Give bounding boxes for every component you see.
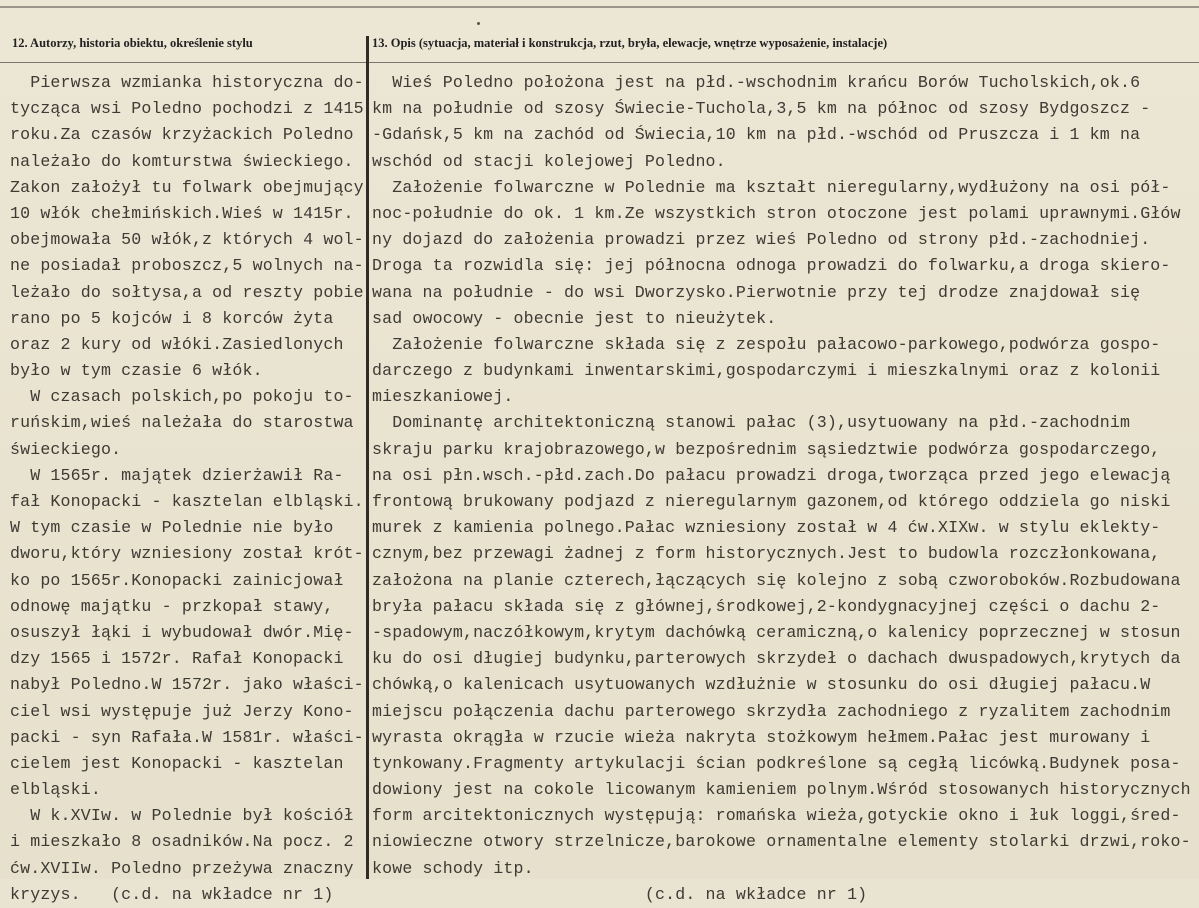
text-line: wyrasta okrągła w rzucie wieża nakryta stożkowym hełmem.Pałac jest murowany i	[372, 727, 1151, 747]
text-line: było w tym czasie 6 włók.	[10, 361, 263, 381]
text-line: packi - syn Rafała.W 1581r. właści-	[10, 727, 364, 747]
text-line: należało do komturstwa świeckiego.	[10, 151, 354, 171]
text-line: frontową brukowany podjazd z nieregularnym gazonem,od którego oddziela go niski	[372, 492, 1171, 511]
text-line: cznym,bez przewagi żadnej z form historycznych.Jest to budowla rozczłonkowana,	[372, 544, 1161, 564]
text-line: wana na południe - do wsi Dworzysko.Pierwotnie przy tej drodze znajdował się	[372, 282, 1141, 302]
description-text-column	[372, 70, 1190, 908]
section-13-header: 13. Opis (sytuacja, materiał i konstrukcja, rzut, bryła, elewacje, wnętrze wyposażenie, instalacje)	[372, 36, 888, 50]
text-line: wschód od stacji kolejowej Poledno.	[372, 151, 726, 171]
text-line: ku do osi długiej budynku,parterowych skrzydeł o dachach dwuspadowych,krytych da	[372, 649, 1181, 669]
text-line: obejmowała 50 włók,z których 4 wol-	[10, 230, 364, 250]
text-line: na osi płn.wsch.-płd.zach.Do pałacu prowadzi droga,tworząca przed jego elewacją	[372, 465, 1171, 485]
text-line: W k.XVIw. w Polednie był kościół	[10, 806, 354, 826]
text-line: Zakon założył tu folwark obejmujący	[10, 177, 364, 197]
text-line: Wieś Poledno położona jest na płd.-wschodnim krańcu Borów Tucholskich,ok.6	[372, 73, 1141, 92]
punch-dot	[477, 22, 480, 25]
text-line: dworu,który wzniesiony został krót-	[10, 544, 364, 564]
text-line: miejscu połączenia dachu parterowego skrzydła zachodniego z ryzalitem zachodnim	[372, 701, 1171, 721]
text-line: bryła pałacu składa się z głównej,środkowej,2-kondygnacyjnej części o dachu 2-	[372, 596, 1161, 616]
history-text-column	[10, 70, 362, 908]
text-line: dzy 1565 i 1572r. Rafał Konopacki	[10, 649, 344, 669]
text-line: W tym czasie w Polednie nie było	[10, 518, 334, 538]
text-line: Założenie folwarczne składa się z zespołu pałacowo-parkowego,podwórza gospo-	[372, 334, 1161, 354]
text-line: km na południe od szosy Świecie-Tuchola,3,5 km na północ od szosy Bydgoszcz -	[372, 99, 1151, 119]
text-line: noc-południe do ok. 1 km.Ze wszystkich stron otoczone jest polami uprawnymi.Głów	[372, 203, 1181, 223]
text-line: 10 włók chełmińskich.Wieś w 1415r.	[10, 203, 354, 223]
text-line: darczego z budynkami inwentarskimi,gospodarczymi i mieszkalnymi oraz z kolonii	[372, 361, 1161, 381]
text-line: elbląski.	[10, 780, 101, 800]
text-line: Pierwsza wzmianka historyczna do-	[10, 73, 364, 92]
text-line: murek z kamienia polnego.Pałac wzniesiony został w 4 ćw.XIXw. w stylu eklekty-	[372, 518, 1161, 538]
text-line: kryzys. (c.d. na wkładce nr 1)	[10, 884, 334, 904]
text-line: ciel wsi występuje już Jerzy Kono-	[10, 701, 354, 721]
text-line: W czasach polskich,po pokoju to-	[10, 387, 354, 407]
text-line: roku.Za czasów krzyżackich Poledno	[10, 125, 354, 145]
text-line: świeckiego.	[10, 439, 122, 459]
text-line: i mieszkało 8 osadników.Na pocz. 2	[10, 832, 354, 852]
text-line: form arcitektonicznych występują: romańska wieża,gotyckie okno i łuk loggi,śred-	[372, 806, 1181, 826]
top-border-line	[0, 6, 1199, 8]
text-line: cielem jest Konopacki - kasztelan	[10, 753, 344, 773]
text-line: -spadowym,naczółkowym,krytym dachówką ceramiczną,o kalenicy poprzecznej w stosun	[372, 622, 1181, 642]
section-12-header: 12. Autorzy, historia obiektu, określenie stylu	[12, 36, 253, 50]
text-line: skraju parku krajobrazowego,w bezpośrednim sąsiedztwie podwórza gospodarczego,	[372, 439, 1161, 459]
text-line: Założenie folwarczne w Polednie ma kształt nieregularny,wydłużony na osi pół-	[372, 177, 1171, 197]
text-line: ny dojazd do założenia prowadzi przez wieś Poledno od strony płd.-zachodniej.	[372, 230, 1151, 250]
text-line: leżało do sołtysa,a od reszty pobie	[10, 282, 364, 302]
text-line: W 1565r. majątek dzierżawił Ra-	[10, 465, 344, 485]
text-line: oraz 2 kury od włóki.Zasiedlonych	[10, 334, 344, 354]
text-line: Dominantę architektoniczną stanowi pałac (3),usytuowany na płd.-zachodnim	[372, 413, 1131, 433]
text-line: nabył Poledno.W 1572r. jako właści-	[10, 675, 364, 695]
text-line: mieszkaniowej.	[372, 387, 514, 407]
text-line: odnowę majątku - przkopał stawy,	[10, 596, 334, 616]
text-line: ruńskim,wieś należała do starostwa	[10, 413, 354, 433]
header-divider	[0, 62, 1199, 63]
text-line: sad owocowy - obecnie jest to nieużytek.	[372, 308, 777, 328]
column-divider	[366, 36, 369, 879]
text-line: ne posiadał proboszcz,5 wolnych na-	[10, 256, 364, 276]
text-line: ko po 1565r.Konopacki zainicjował	[10, 570, 344, 590]
text-line: fał Konopacki - kasztelan elbląski.	[10, 492, 364, 511]
text-line: niowieczne otwory strzelnicze,barokowe ornamentalne elementy stolarki drzwi,roko-	[372, 832, 1191, 852]
text-line: osuszył łąki i wybudował dwór.Mię-	[10, 622, 354, 642]
text-line: założona na planie czterech,łączących się kolejno z sobą czworoboków.Rozbudowana	[372, 570, 1181, 590]
text-line: Droga ta rozwidla się: jej północna odnoga prowadzi do folwarku,a droga skiero-	[372, 256, 1171, 276]
text-line: tynkowany.Fragmenty artykulacji ścian podkreślone są cegłą licówką.Budynek posa-	[372, 753, 1181, 773]
text-line: dowiony jest na cokole licowanym kamieniem polnym.Wśród stosowanych historycznych	[372, 780, 1191, 800]
text-line: ćw.XVIIw. Poledno przeżywa znaczny	[10, 858, 354, 878]
text-line: tycząca wsi Poledno pochodzi z 1415	[10, 99, 364, 119]
text-line: -Gdańsk,5 km na zachód od Świecia,10 km na płd.-wschód od Pruszcza i 1 km na	[372, 125, 1141, 145]
text-line: (c.d. na wkładce nr 1)	[372, 884, 868, 904]
text-line: rano po 5 kojców i 8 korców żyta	[10, 308, 334, 328]
text-line: chówką,o kalenicach usytuowanych wzdłużnie w stosunku do osi długiej pałacu.W	[372, 675, 1151, 695]
text-line: kowe schody itp.	[372, 858, 534, 878]
